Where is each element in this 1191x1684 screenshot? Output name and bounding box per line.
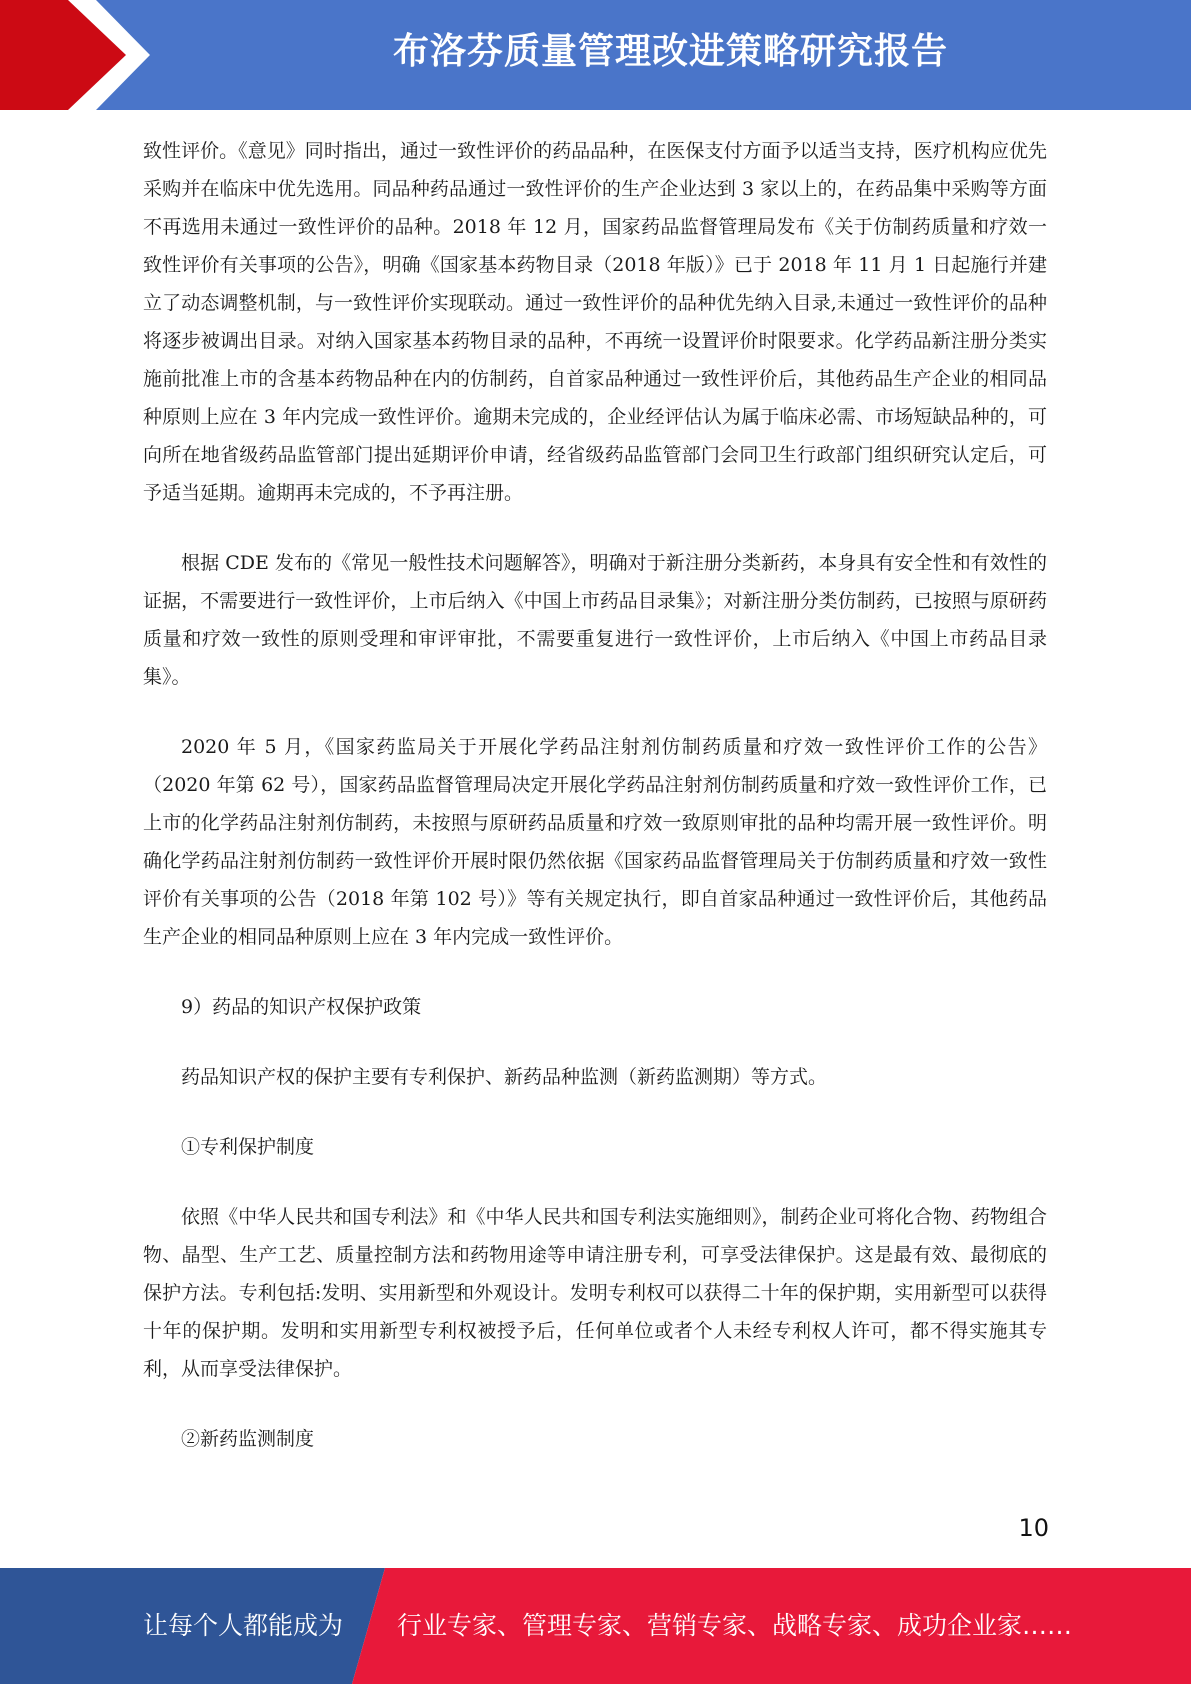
footer-slogan-left: 让每个人都能成为 (143, 1611, 344, 1640)
document-body (143, 132, 1047, 1490)
header-chevron-decoration (0, 0, 160, 110)
paragraph-ip-protection-intro: 药品知识产权的保护主要有专利保护、新药品种监测（新药监测期）等方式。 (181, 1066, 828, 1088)
paragraph-patent-law: 依照《中华人民共和国专利法》和《中华人民共和国专利法实施细则》，制药企业可将化合物、药物组合物、晶型、生产工艺、质量控制方法和药物用途等申请注册专利，可享受法律保护。这是最有效、最彻底的保护方法。专利包括:发明、实用新型和外观设计。发明专利权可以获得二十年的保护期，实用新型可以获得十年的保护期。发明和实用新型专利权被授予后，任何单位或者个人未经专利权人许可，都不得实施其专利，从而享受法律保护。 (143, 1206, 1047, 1380)
paragraph-cde-faq: 根据 CDE 发布的《常见一般性技术问题解答》，明确对于新注册分类新药，本身具有安全性和有效性的证据，不需要进行一致性评价，上市后纳入《中国上市药品目录集》；对新注册分类仿制药，已按照与原研药质量和疗效一致性的原则受理和审评审批，不需要重复进行一致性评价，上市后纳入《中国上市药品目录集》。 (143, 552, 1047, 688)
page-number: 10 (1018, 1514, 1049, 1542)
paragraph-injection-evaluation: 2020 年 5 月，《国家药监局关于开展化学药品注射剂仿制药质量和疗效一致性评价工作的公告》（2020 年第 62 号），国家药品监督管理局决定开展化学药品注射剂仿制药质量和疗效一致性评价工作，已上市的化学药品注射剂仿制药，未按照与原研药品质量和疗效一致原则审批的品种均需开展一致性评价。明确化学药品注射剂仿制药一致性评价开展时限仍然依据《国家药品监督管理局关于仿制药质量和疗效一致性评价有关事项的公告（2018 年第 102 号）》等有关规定执行，即自首家品种通过一致性评价后，其他药品生产企业的相同品种原则上应在 3 年内完成一致性评价。 (143, 736, 1047, 948)
footer-slogan-right: 行业专家、管理专家、营销专家、战略专家、成功企业家…… (397, 1611, 1073, 1640)
subheading-patent-protection: ①专利保护制度 (181, 1136, 315, 1158)
subheading-new-drug-monitoring: ②新药监测制度 (181, 1428, 315, 1450)
section-heading-ip-protection: 9）药品的知识产权保护政策 (181, 996, 422, 1018)
page-header (0, 0, 1191, 110)
report-title: 布洛芬质量管理改进策略研究报告 (392, 31, 948, 72)
paragraph-consistency-evaluation-continued: 致性评价。《意见》同时指出，通过一致性评价的药品品种，在医保支付方面予以适当支持，医疗机构应优先采购并在临床中优先选用。同品种药品通过一致性评价的生产企业达到 3 家以上的，在药品集中采购等方面不再选用未通过一致性评价的品种。2018 年 12 月，国家药品监督管理局发布《关于仿制药质量和疗效一致性评价有关事项的公告》，明确《国家基本药物目录（2018 年版）》已于 2018 年 11 月 1 日起施行并建立了动态调整机制，与一致性评价实现联动。通过一致性评价的品种优先纳入目录,未通过一致性评价的品种将逐步被调出目录。对纳入国家基本药物目录的品种，不再统一设置评价时限要求。化学药品新注册分类实施前批准上市的含基本药物品种在内的仿制药，自首家品种通过一致性评价后，其他药品生产企业的相同品种原则上应在 3 年内完成一致性评价。逾期未完成的，企业经评估认为属于临床必需、市场短缺品种的，可向所在地省级药品监管部门提出延期评价申请，经省级药品监管部门会同卫生行政部门组织研究认定后，可予适当延期。逾期再未完成的，不予再注册。 (143, 140, 1047, 504)
page-footer (0, 1568, 1191, 1684)
